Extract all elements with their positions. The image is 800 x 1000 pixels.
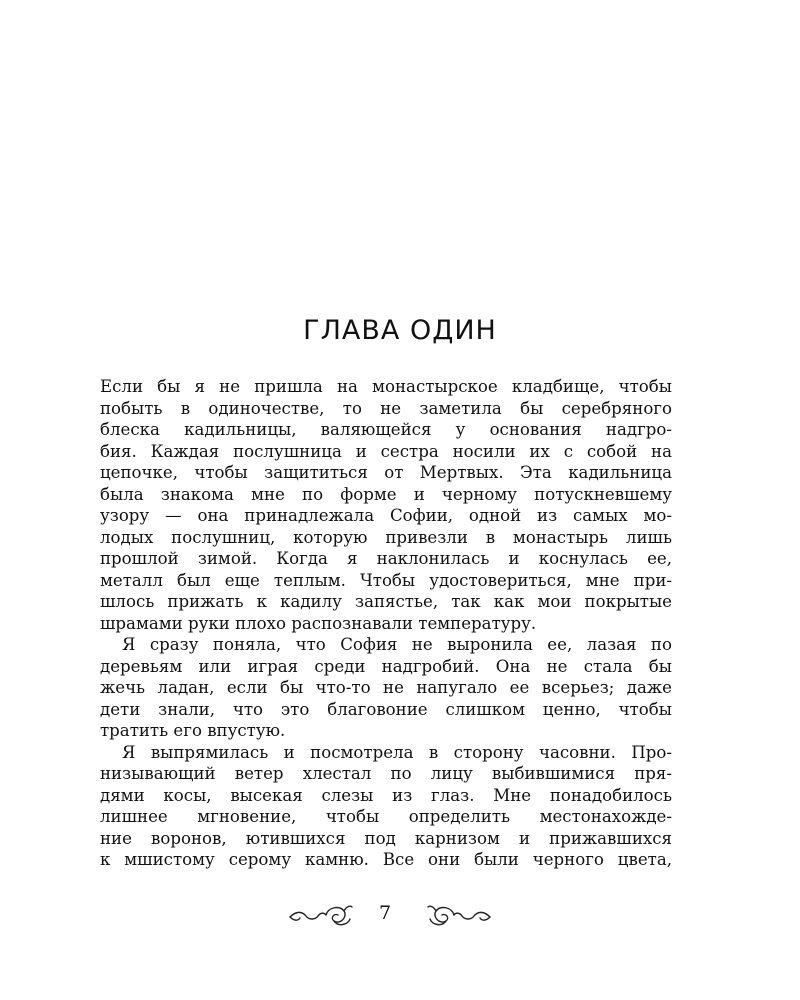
text-line: побыть в одиночестве, то не заметила бы серебряного	[100, 398, 672, 418]
text-line: низывающий ветер хлестал по лицу выбившимися пря-	[100, 764, 672, 783]
text-line: лишнее мгновение, чтобы определить местонахожде-	[100, 807, 672, 826]
text-line: шрамами руки плохо распознавали температуру.	[100, 613, 537, 633]
page-number: 7	[378, 902, 392, 924]
chapter-title: ГЛАВА ОДИН	[303, 315, 497, 346]
text-line: была знакома мне по форме и черному потускневшему	[100, 484, 672, 504]
text-line: дями косы, высекая слезы из глаз. Мне понадобилось	[100, 785, 672, 805]
text-line: цепочке, чтобы защититься от Мертвых. Эта кадильница	[100, 463, 672, 482]
flourish-right-icon	[426, 901, 492, 933]
text-line: бия. Каждая послушница и сестра носили их с собой на	[100, 441, 672, 461]
text-line: Я выпрямилась и посмотрела в сторону часовни. Про-	[122, 742, 672, 762]
text-line: узору — она принадлежала Софии, одной из самых мо-	[100, 506, 672, 525]
text-line: шлось прижать к кадилу запястье, так как мои покрытые	[100, 592, 672, 611]
text-line: к мшистому серому камню. Все они были черного цвета,	[100, 850, 672, 869]
text-line: ние воронов, ютившихся под карнизом и прижавшихся	[100, 828, 672, 848]
text-line: жечь ладан, если бы что-то не напугало ее всерьез; даже	[100, 678, 672, 697]
text-line: Я сразу поняла, что София не выронила ее, лазая по	[122, 635, 672, 654]
text-line: Если бы я не пришла на монастырское кладбище, чтобы	[100, 377, 672, 396]
page-footer	[0, 895, 800, 935]
text-line: блеска кадильницы, валяющейся у основания надгро-	[100, 420, 672, 439]
text-line: металл был еще теплым. Чтобы удостовериться, мне при-	[100, 570, 672, 590]
text-line: дети знали, что это благовоние слишком ценно, чтобы	[100, 699, 672, 719]
text-line: деревьям или играя среди надгробий. Она не стала бы	[100, 656, 672, 676]
text-line: прошлой зимой. Когда я наклонилась и коснулась ее,	[100, 549, 672, 568]
text-line: тратить его впустую.	[100, 721, 286, 740]
flourish-left-icon	[288, 901, 354, 933]
text-line: лодых послушниц, которую привезли в монастырь лишь	[100, 527, 672, 547]
body-text	[100, 376, 672, 871]
